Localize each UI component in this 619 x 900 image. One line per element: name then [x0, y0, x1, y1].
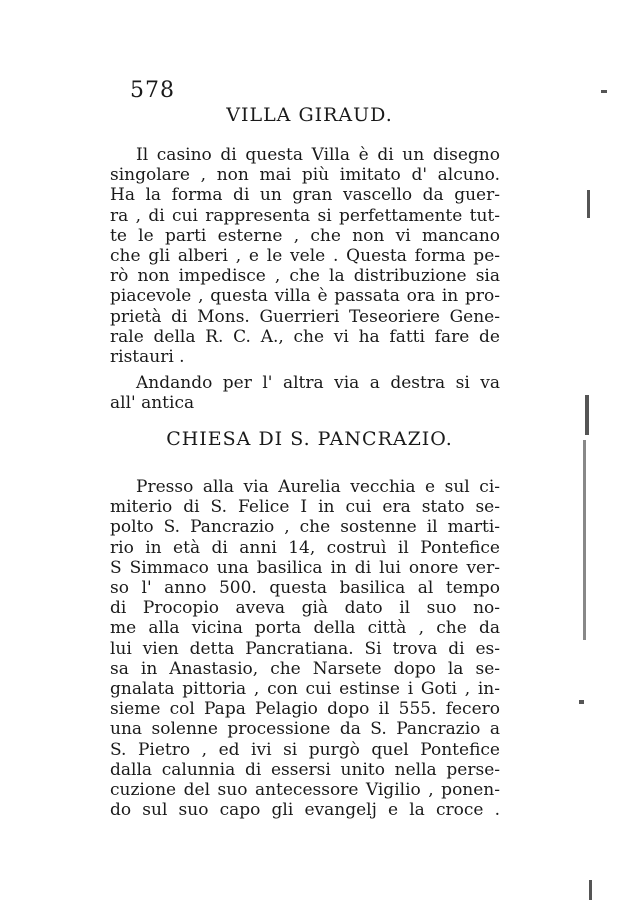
paragraph-chiesa: [110, 477, 500, 820]
text-line: rio in età di anni 14, costruì il Pontefice: [110, 537, 500, 558]
page-number: 578: [130, 78, 175, 103]
edge-mark: [585, 395, 589, 435]
text-line: sa in Anastasio, che Narsete dopo la se-: [110, 658, 500, 679]
text-line: lui vien detta Pancratiana. Si trova di es-: [110, 638, 500, 659]
text-line: Il casino di questa Villa è di un disegno: [136, 145, 500, 165]
text-line: Andando per l' altra via a destra si va: [136, 373, 500, 393]
edge-mark: [583, 440, 586, 640]
text-line: do sul suo capo gli evangelj e la croce .: [110, 800, 500, 821]
text-line: polto S. Pancrazio , che sostenne il marti-: [110, 517, 500, 538]
text-line: dalla calunnia di essersi unito nella perse-: [110, 759, 500, 780]
text-line: piacevole , questa villa è passata ora in pro-: [110, 286, 500, 307]
paragraph-villa-giraud: [110, 145, 500, 367]
text-line: che gli alberi , e le vele . Questa forma pe-: [110, 246, 500, 267]
text-line: gnalata pittoria , con cui estinse i Goti , in-: [110, 679, 500, 700]
edge-mark: [589, 880, 592, 900]
text-line: all' antica: [110, 393, 195, 414]
edge-mark: [587, 190, 590, 218]
text-line: te le parti esterne , che non vi mancano: [110, 225, 500, 246]
text-line: di Procopio aveva già dato il suo no-: [110, 598, 500, 619]
text-line: so l' anno 500. questa basilica al tempo: [110, 578, 500, 599]
text-line: miterio di S. Felice I in cui era stato se-: [110, 497, 500, 518]
text-line: rale della R. C. A., che vi ha fatti fare de: [110, 326, 500, 347]
text-line: cuzione del suo antecessore Vigilio , ponen-: [110, 780, 500, 801]
text-line: prietà di Mons. Guerrieri Teseoriere Gene-: [110, 306, 500, 327]
text-line: una solenne processione da S. Pancrazio a: [110, 719, 500, 740]
text-line: Ha la forma di un gran vascello da guer-: [110, 185, 500, 206]
text-line: sieme col Papa Pelagio dopo il 555. fecero: [110, 699, 500, 720]
text-line: me alla vicina porta della città , che da: [110, 618, 500, 639]
section-title-villa-giraud: VILLA GIRAUD.: [226, 104, 393, 126]
text-line: S. Pietro , ed ivi si purgò quel Pontefice: [110, 739, 500, 760]
text-line: S Simmaco una basilica in di lui onore ver-: [110, 557, 500, 578]
text-line: singolare , non mai più imitato d' alcuno.: [110, 165, 500, 186]
section-title-chiesa-san-pancrazio: CHIESA DI S. PANCRAZIO.: [166, 428, 453, 450]
page-edge-shadow: [565, 0, 619, 900]
text-line: rò non impedisce , che la distribuzione sia: [110, 266, 500, 287]
edge-mark: [579, 700, 584, 704]
text-line: ra , di cui rappresenta si perfettamente tut-: [110, 205, 500, 226]
text-line: Presso alla via Aurelia vecchia e sul ci-: [136, 477, 500, 497]
paragraph-andando: [110, 373, 500, 413]
text-line: ristauri .: [110, 347, 185, 368]
edge-mark: [601, 90, 607, 93]
